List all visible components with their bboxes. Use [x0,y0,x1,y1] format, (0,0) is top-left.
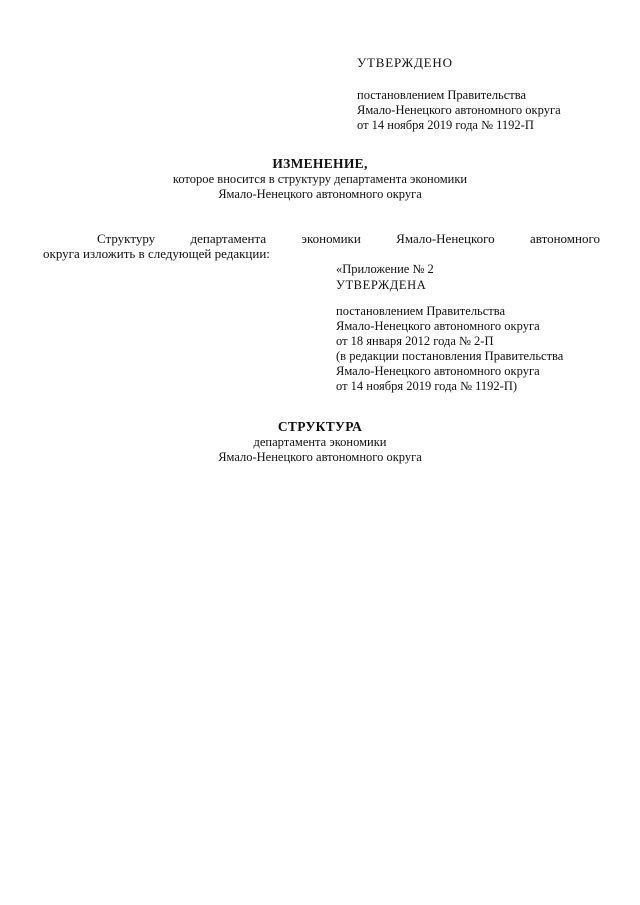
body-line-1: Структуру департамента экономики Ямало-Ненецкого автономного [97,231,600,246]
structure-subtitle-2: Ямало-Ненецкого автономного округа [218,450,422,464]
approval-line-3: от 14 ноября 2019 года № 1192-П [357,118,534,132]
appendix-line-2: Ямало-Ненецкого автономного округа [336,319,540,333]
structure-subtitle-1: департамента экономики [253,435,387,449]
appendix-line-5: Ямало-Ненецкого автономного округа [336,364,540,378]
change-title: ИЗМЕНЕНИЕ, [272,156,368,171]
change-subtitle-1: которое вносится в структуру департамента экономики [172,172,468,186]
structure-title: СТРУКТУРА [277,419,363,434]
approval-stamp: УТВЕРЖДЕНО [357,55,453,70]
approval-line-2: Ямало-Ненецкого автономного округа [357,103,561,117]
appendix-line-1: постановлением Правительства [336,304,506,318]
change-subtitle-2: Ямало-Ненецкого автономного округа [218,187,422,201]
body-line-2: округа изложить в следующей редакции: [43,246,270,261]
appendix-label: «Приложение № 2 [336,262,434,276]
approval-line-1: постановлением Правительства [357,88,527,102]
appendix-stamp: УТВЕРЖДЕНА [336,278,427,292]
appendix-line-4: (в редакции постановления Правительства [336,349,564,363]
appendix-line-3: от 18 января 2012 года № 2-П [336,334,494,348]
appendix-line-6: от 14 ноября 2019 года № 1192-П) [336,379,518,393]
